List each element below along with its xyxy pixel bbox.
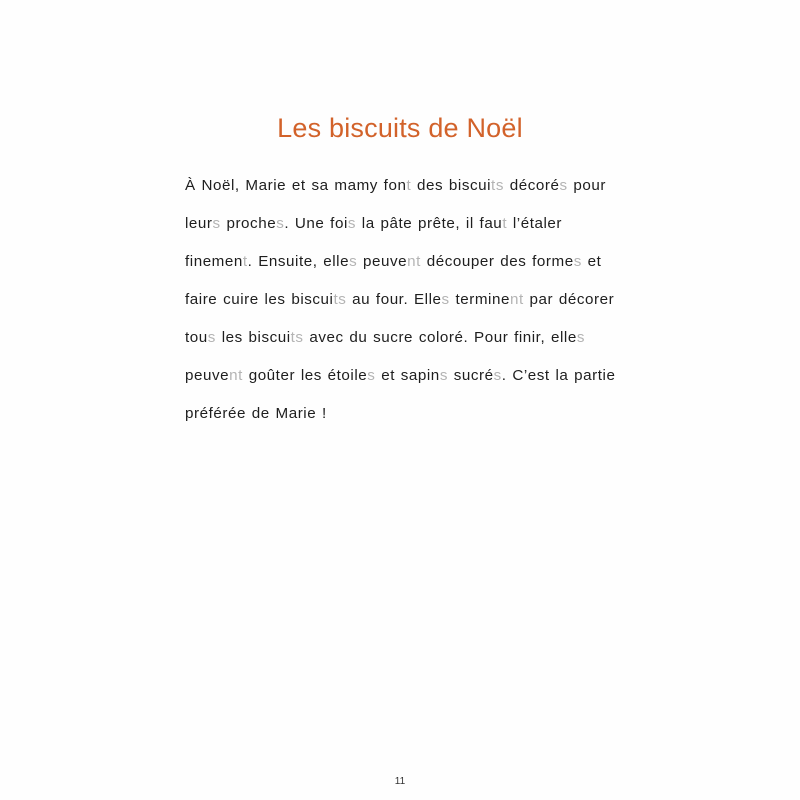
text-segment: faire cuire les biscui (185, 291, 334, 308)
silent-letters: s (367, 367, 376, 384)
silent-letters: ts (491, 177, 504, 194)
silent-letters: s (439, 367, 448, 384)
silent-letters: nt (509, 291, 524, 308)
text-segment: par décorer (523, 291, 615, 308)
silent-letters: s (576, 329, 585, 346)
page-title: Les biscuits de Noël (277, 113, 523, 143)
text-segment: et (581, 253, 602, 270)
text-segment: découper des forme (420, 253, 574, 270)
text-segment: tou (185, 329, 208, 346)
text-line (185, 365, 616, 403)
text-segment: au four. Elle (346, 291, 442, 308)
text-line (185, 327, 605, 365)
text-segment: . Une foi (284, 215, 348, 232)
text-line (185, 289, 615, 327)
text-segment: des biscui (411, 177, 492, 194)
silent-letters: nt (407, 253, 421, 270)
silent-letters: s (347, 215, 357, 232)
silent-letters: s (207, 329, 216, 346)
text-segment: finemen (185, 253, 243, 270)
text-segment: les biscui (215, 329, 291, 346)
text-segment: À Noël, Marie et sa mamy fon (185, 177, 407, 194)
silent-letters: ts (290, 329, 304, 346)
text-segment: pour (567, 177, 607, 194)
silent-letters: s (276, 215, 285, 232)
silent-letters: s (573, 253, 582, 270)
text-segment: et sapin (375, 367, 440, 384)
text-segment: préférée de Marie ! (185, 405, 327, 422)
text-line (185, 175, 605, 213)
silent-letters: ts (333, 291, 347, 308)
text-segment: décoré (503, 177, 560, 194)
text-segment: avec du sucre coloré. Pour finir, elle (303, 329, 577, 346)
silent-letters: t (406, 177, 412, 194)
text-segment: leur (185, 215, 213, 232)
silent-letters: s (493, 367, 502, 384)
text-line (185, 213, 605, 251)
text-segment: goûter les étoile (242, 367, 368, 384)
silent-letters: s (559, 177, 568, 194)
text-segment: termine (449, 291, 510, 308)
silent-letters: s (441, 291, 450, 308)
text-line (185, 403, 605, 441)
text-segment: la pâte prête, il fau (356, 215, 503, 232)
text-segment: sucré (447, 367, 494, 384)
text-line (185, 251, 605, 289)
text-segment: . C’est la partie (501, 367, 616, 384)
silent-letters: nt (229, 367, 243, 384)
silent-letters: t (242, 253, 248, 270)
text-segment: . Ensuite, elle (247, 253, 350, 270)
text-segment: peuve (357, 253, 408, 270)
page-number: 11 (394, 776, 406, 787)
text-segment: l’étaler (507, 215, 563, 232)
text-segment: peuve (185, 367, 230, 384)
silent-letters: s (212, 215, 221, 232)
silent-letters: s (349, 253, 358, 270)
story-paragraph (185, 175, 616, 441)
text-segment: proche (220, 215, 277, 232)
silent-letters: t (502, 215, 508, 232)
